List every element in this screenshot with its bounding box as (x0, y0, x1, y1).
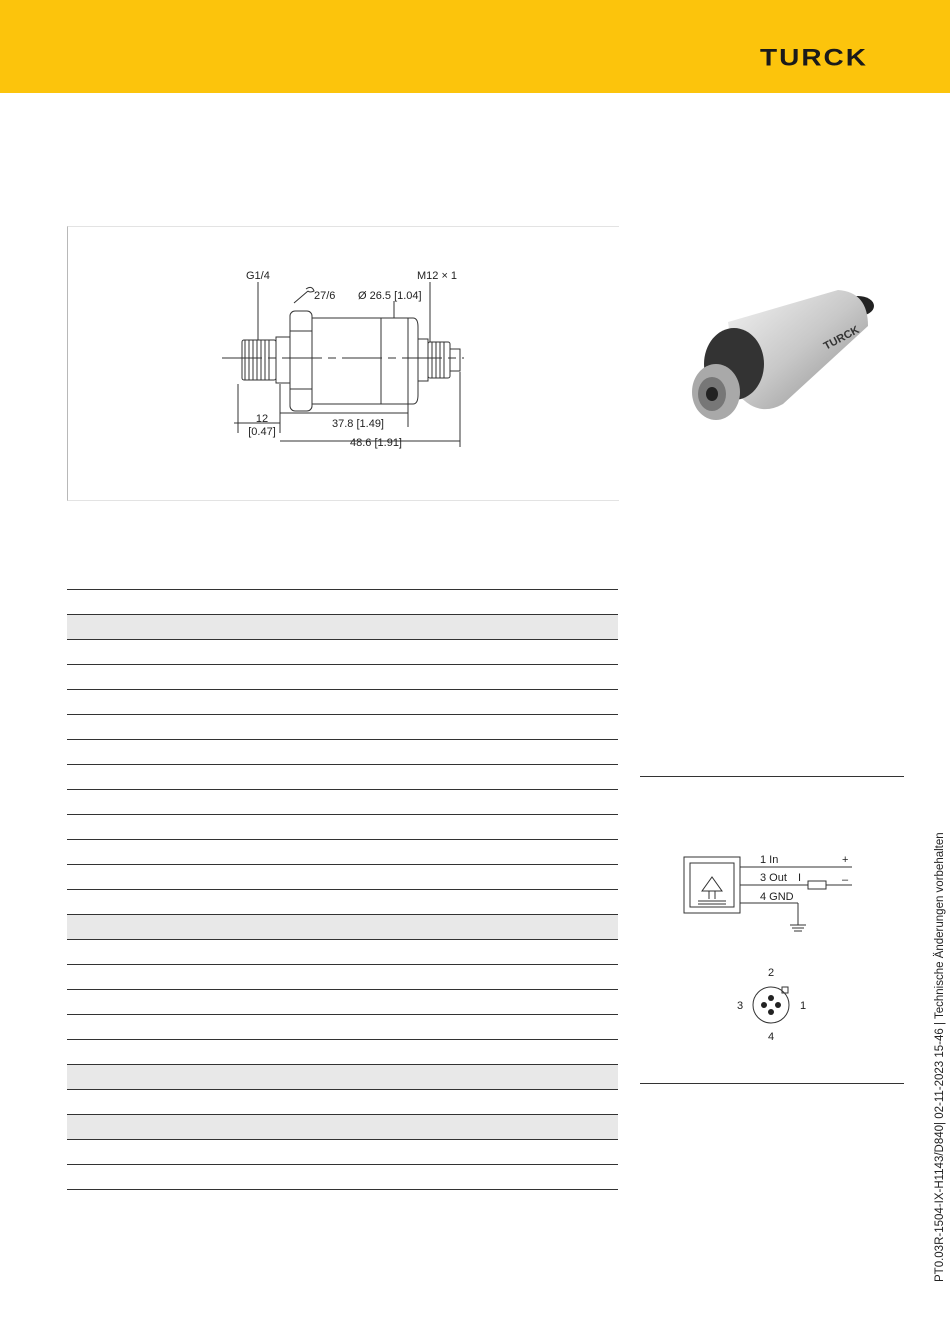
spec-row (67, 914, 618, 939)
spec-row (67, 839, 618, 864)
spec-row (67, 789, 618, 814)
spec-row (67, 739, 618, 764)
spec-row (67, 1039, 618, 1064)
spec-row (67, 864, 618, 889)
pin-left-label: 3 (737, 1000, 744, 1012)
thread-label: G1/4 (246, 270, 270, 282)
spec-row (67, 764, 618, 789)
pin-top-label: 2 (768, 967, 775, 979)
header-bar (0, 0, 950, 93)
spec-row (67, 939, 618, 964)
spec-row (67, 714, 618, 739)
minus-label: – (842, 874, 849, 886)
spec-row (67, 1064, 618, 1089)
product-photo (688, 284, 888, 434)
spec-row (67, 964, 618, 989)
document-id-sidebar: PT0.03R-1504-IX-H1143/D840| 02-11-2023 15-46 | Technische Änderungen vorbehalten (934, 832, 946, 1282)
pressure-symbol-icon (698, 877, 726, 904)
dimension-drawing (67, 226, 619, 501)
spec-row (67, 889, 618, 914)
spec-row (67, 1089, 618, 1114)
turck-logo (714, 44, 914, 68)
dim-thread-in: [0.47] (248, 426, 276, 438)
dim-body: 37.8 [1.49] (332, 418, 384, 430)
wiring-panel (640, 776, 904, 1084)
sensor-box (684, 857, 740, 913)
spec-row (67, 1014, 618, 1039)
spec-row (67, 989, 618, 1014)
dim-thread-mm: 12 (255, 413, 269, 425)
wrench-size: 27/6 (314, 290, 336, 302)
pin-bottom-label: 4 (768, 1031, 775, 1043)
spec-row (67, 639, 618, 664)
plus-label: + (842, 854, 849, 866)
spec-row (67, 1164, 618, 1190)
spec-row (67, 689, 618, 714)
spec-table (67, 589, 618, 1190)
spec-row (67, 589, 618, 614)
photo-label: TURCK (821, 323, 862, 353)
spec-row (67, 614, 618, 639)
pin-right-label: 1 (800, 1000, 807, 1012)
diameter-label: Ø 26.5 [1.04] (358, 290, 422, 302)
pin3-label: 3 Out (760, 872, 787, 884)
wrench-icon (294, 287, 314, 303)
spec-row (67, 1139, 618, 1164)
spec-row (67, 814, 618, 839)
connector-label: M12 × 1 (417, 270, 458, 282)
dim-total: 48.6 [1.91] (350, 437, 402, 449)
current-label: I (798, 872, 802, 884)
pin1-label: 1 In (760, 854, 779, 866)
logo-text: TURCK (760, 44, 868, 68)
pin4-label: 4 GND (760, 891, 794, 903)
spec-row (67, 1114, 618, 1139)
spec-row (67, 664, 618, 689)
connector-face (753, 987, 789, 1023)
